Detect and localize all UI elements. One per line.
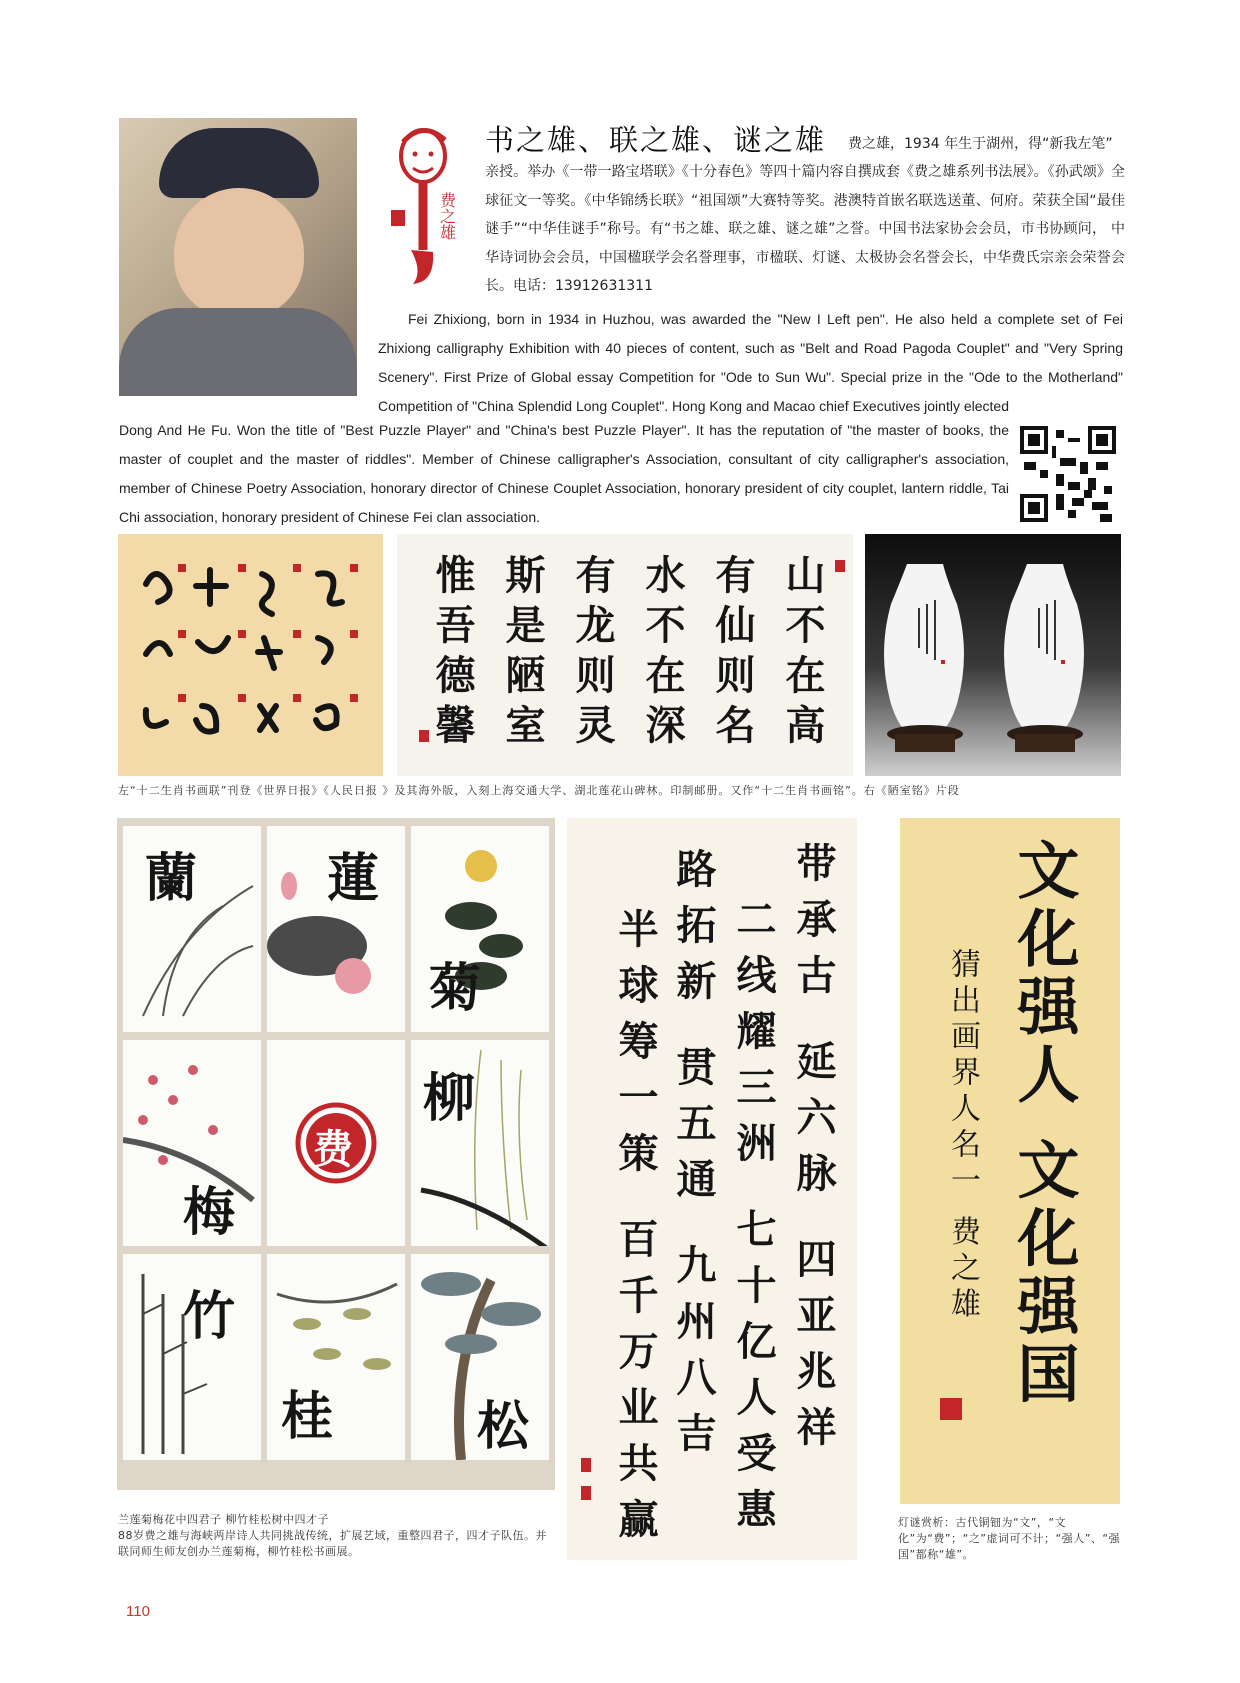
tile-bamboo: 竹 xyxy=(123,1254,261,1460)
en-body-text-continued: Dong And He Fu. Won the title of "Best Puzzle Player" and "China's best Puzzle Player". It has the reputation of "the master of books, the master of couplet and the master of riddles". Member of Chinese calligrapher's Association, consultant of city calligrapher's association, member of Chinese Poetry Association, honorary director of Chinese Couplet Association, honorary president of city couplet, lantern riddle, Tai Chi association, honorary president of Chinese Fei clan association. xyxy=(119,422,1009,525)
scroll-column: 斯是陋室 xyxy=(499,554,546,754)
riddle-caption: 灯谜赏析：古代铜钿为“文”，“文化”为“费”；“之”虚词可不计；“强人”、“强国”都称“雄”。 xyxy=(898,1516,1121,1561)
red-seal xyxy=(581,1458,591,1472)
red-seal xyxy=(419,730,429,742)
page-number: 110 xyxy=(126,1603,150,1620)
flowers-caption: 兰莲菊梅花中四君子 柳竹桂松树中四才子 88岁费之雄与海峡两岸诗人共同挑战传统，扩展艺域，重整四君子，四才子队伍。并联同师生师友创办兰莲菊梅，柳竹桂松书画展。 xyxy=(118,1513,547,1558)
caricature-logo xyxy=(383,122,475,290)
tile-chrysanthemum: 菊 xyxy=(411,826,549,1032)
red-seal xyxy=(940,1398,962,1420)
red-seal xyxy=(581,1486,591,1500)
logo-signature: 费之雄 xyxy=(437,192,457,240)
couplet-column: 二线耀三洲 七十亿人受惠 xyxy=(730,898,777,1544)
zodiac-calligraphy-image xyxy=(118,534,383,776)
riddle-side-text: 猜出画界人名一 费之雄 xyxy=(945,948,980,1324)
red-seal xyxy=(835,560,845,572)
loushiming-calligraphy xyxy=(397,534,853,776)
author-portrait xyxy=(119,118,357,396)
scroll-column: 有仙则名 xyxy=(709,554,756,754)
tile-pine: 松 xyxy=(411,1254,549,1460)
scroll-column: 惟吾德馨 xyxy=(429,554,476,754)
tile-seal-center xyxy=(267,1040,405,1246)
tile-osmanthus: 桂 xyxy=(267,1254,405,1460)
flower-tree-grid xyxy=(117,818,555,1490)
belt-road-couplet-scroll xyxy=(567,818,857,1560)
qr-code-icon xyxy=(1020,426,1116,522)
page-title: 书之雄、联之雄、谜之雄 xyxy=(485,123,827,157)
tile-plum: 梅 xyxy=(123,1040,261,1246)
scroll-column: 水不在深 xyxy=(639,554,686,754)
couplet-column: 半球筹一策 百千万业共赢 xyxy=(612,908,659,1554)
couplet-column: 带承古 延六脉 四亚兆祥 xyxy=(790,842,837,1462)
row2-caption: 左“十二生肖书画联”刊登《世界日报》《人民日报 》及其海外版，入刻上海交通大学、湖北莲花山碑林。印制邮册。又作“十二生肖书画铭”。右《陋室铭》片段 xyxy=(118,784,960,797)
cn-body-text: 亲授。举办《一带一路宝塔联》《十分春色》等四十篇内容自撰成套《费之雄系列书法展》。《孙武颂》全球征文一等奖。《中华锦绣长联》“祖国颂”大赛特等奖。港澳特首嵌名联选送董、何府。荣获全国“最佳谜手”“中华佳谜手”称号。有“书之雄、联之雄、谜之雄”之誉。中国书法家协会会员，市书协顾问， 中华诗词协会会员，中国楹联学会名誉理事，市楹联、灯谜、太极协会名誉会长，中华费氏宗亲会荣誉会长。电话：13912631311 xyxy=(485,164,1125,294)
tile-willow: 柳 xyxy=(411,1040,549,1246)
riddle-main-text: 文化强人 文化强国 xyxy=(1007,838,1080,1410)
fei-seal-glyph: 费 xyxy=(313,1126,353,1173)
couplet-column: 路拓新 贯五通 九州八吉 xyxy=(670,848,717,1468)
en-body-text: Fei Zhixiong, born in 1934 in Huzhou, was awarded the "New I Left pen". He also held a complete set of Fei Zhixiong calligraphy Exhibition with 40 pieces of content, such as "Belt and Road Pagoda Couplet" and "Very Spring Scenery". First Prize of Global essay Competition for "Ode to Sun Wu". Special prize in the "Ode to the Motherland" Competition of "China Splendid Long Couplet". Hong Kong and Macao chief Executives jointly elected xyxy=(378,311,1123,414)
tile-lotus: 蓮 xyxy=(267,826,405,1032)
riddle-calligraphy-scroll xyxy=(900,818,1120,1504)
tile-orchid: 蘭 xyxy=(123,826,261,1032)
cn-lead-text: 费之雄，1934 年生于湖州，得“新我左笔” xyxy=(848,136,1113,152)
scroll-column: 有龙则灵 xyxy=(569,554,616,754)
scroll-column: 山不在高 xyxy=(779,554,826,754)
vases-image xyxy=(865,534,1121,776)
